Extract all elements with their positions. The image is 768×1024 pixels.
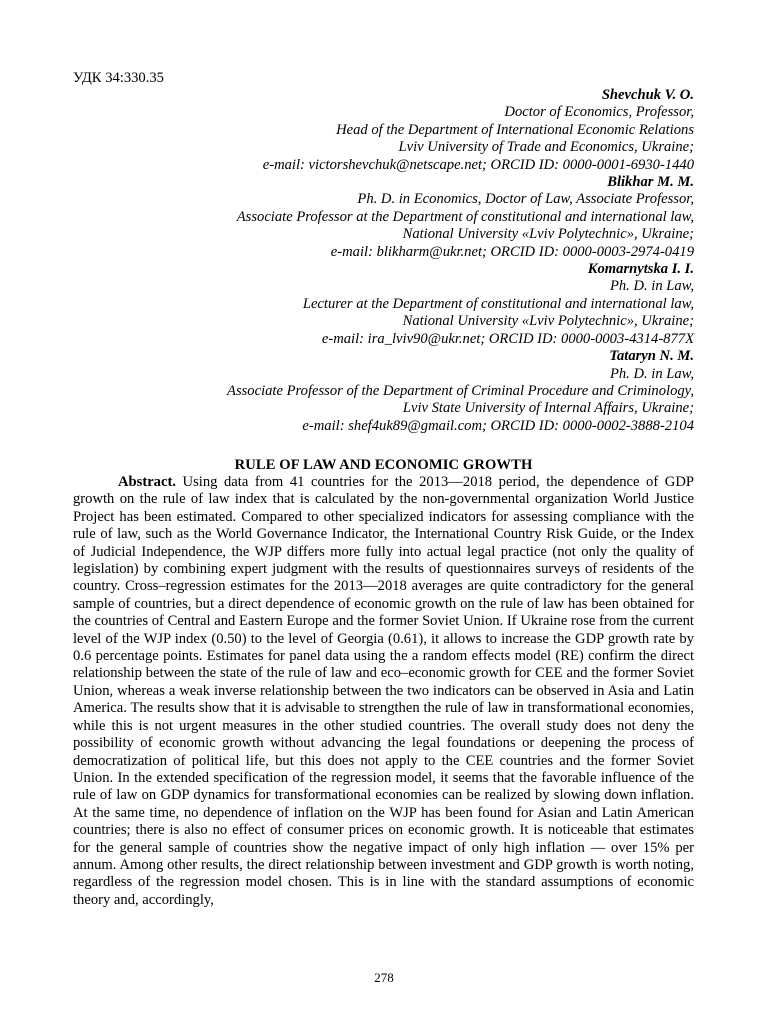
author-name: Tataryn N. M. (609, 348, 694, 365)
author-affiliation-line: Head of the Department of International Economic Relations (336, 121, 694, 138)
author-affiliation-line: Lviv University of Trade and Economics, Ukraine; (398, 139, 694, 156)
author-affiliation-line: Doctor of Economics, Professor, (504, 104, 694, 121)
author-name: Shevchuk V. O. (601, 87, 694, 103)
author-name: Komarnytska I. I. (587, 261, 694, 278)
author-affiliation-line: Lviv State University of Internal Affairs, Ukraine; (402, 400, 694, 417)
author-affiliation-line: National University «Lviv Polytechnic», Ukraine; (402, 313, 694, 330)
abstract-label: Abstract. (118, 474, 176, 490)
article-title: RULE OF LAW AND ECONOMIC GROWTH (234, 457, 533, 473)
abstract-paragraph (73, 474, 694, 909)
udc-code: УДК 34:330.35 (73, 70, 164, 86)
author-name: Blikhar M. M. (607, 174, 694, 191)
author-contact-line: e-mail: blikharm@ukr.net; ORCID ID: 0000-0003-2974-0419 (330, 243, 694, 260)
author-affiliation-line: National University «Lviv Polytechnic», Ukraine; (402, 226, 694, 243)
author-affiliation-line: Ph. D. in Law, (609, 278, 694, 295)
author-contact-line: e-mail: ira_lviv90@ukr.net; ORCID ID: 0000-0003-4314-877X (321, 330, 694, 347)
author-affiliation-line: Associate Professor at the Department of constitutional and international law, (236, 208, 694, 225)
author-affiliation-line: Associate Professor of the Department of Criminal Procedure and Criminology, (227, 382, 694, 399)
page-number: 278 (374, 970, 394, 985)
author-contact-line: e-mail: victorshevchuk@netscape.net; ORCID ID: 0000-0001-6930-1440 (262, 156, 694, 173)
author-contact-line: e-mail: shef4uk89@gmail.com; ORCID ID: 0000-0002-3888-2104 (302, 417, 694, 434)
author-block (73, 87, 694, 435)
author-affiliation-line: Ph. D. in Law, (609, 365, 694, 382)
author-affiliation-line: Lecturer at the Department of constitutional and international law, (302, 295, 694, 312)
author-affiliation-line: Ph. D. in Economics, Doctor of Law, Associate Professor, (357, 191, 694, 208)
abstract-text: Using data from 41 countries for the 2013—2018 period, the dependence of GDP growth on the rule of law index that is calculated by the non-governmental organization World Justice Project has been estimated. Compared to other specialized indicators for assessing compliance with the rule of law, such as the World Governance Indicator, the International Country Risk Guide, or the Index of Judicial Independence, the WJP differs more fully into actual legal practice (not only the quality of legislation) by combining expert judgment with the results of questionnaires surveys of residents of the country. Cross–regression estimates for the 2013—2018 averages are quite contradictory for the general sample of countries, but a direct dependence of economic growth on the rule of law has been obtained for the countries of Central and Eastern Europe and the former Soviet Union. If Ukraine rose from the current level of the WJP index (0.50) to the level of Georgia (0.61), it allows to increase the GDP growth rate by 0.6 percentage points. Estimates for panel data using the a random effects model (RE) confirm the direct relationship between the state of the rule of law and eco–economic growth for CEE and the former Soviet Union, whereas a weak inverse relationship between the two indicators can be observed in Asia and Latin America. The results show that it is advisable to strengthen the rule of law in transformational economies, while this is not urgent measures in the other studied countries. The overall study does not deny the possibility of economic growth without advancing the legal foundations or deepening the process of democratization of political life, but this does not apply to the CEE countries and the former Soviet Union. In the extended specification of the regression model, it seems that the favorable influence of the rule of law on GDP dynamics for transformational economies can be realized by slowing down inflation. At the same time, no dependence of inflation on the WJP has been found for Asian and Latin American countries; there is also no effect of consumer prices on economic growth. It is noticeable that estimates for the general sample of countries show the negative impact of only high inflation — over 15% per annum. Among other results, the direct relationship between investment and GDP growth is worth noting, regardless of the regression model chosen. This is in line with the standard assumptions of economic theory and, accordingly, (73, 474, 694, 908)
